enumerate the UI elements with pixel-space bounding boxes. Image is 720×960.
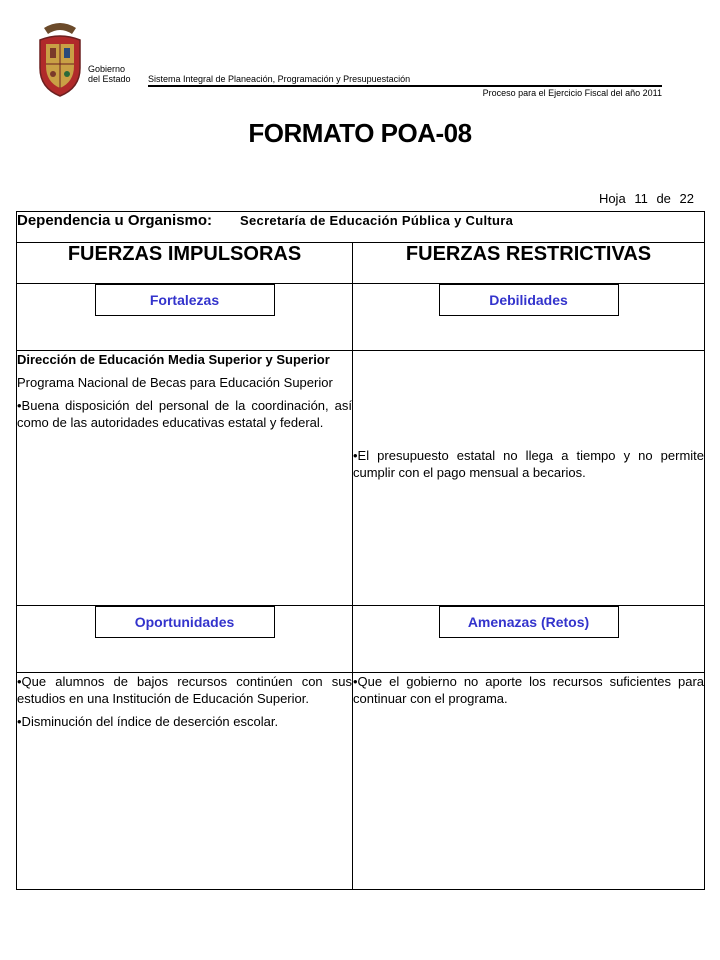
government-label — [88, 64, 131, 84]
government-line-2: del Estado — [88, 74, 131, 84]
dependency-cell — [17, 212, 705, 243]
sheet-of-label: de — [656, 191, 671, 206]
government-line-1: Gobierno — [88, 64, 126, 74]
fiscal-process-line: Proceso para el Ejercicio Fiscal del año 2011 — [482, 88, 662, 98]
dependency-label: Dependencia u Organismo: — [17, 212, 213, 229]
opportunities-label-cell — [17, 606, 353, 673]
state-seal-logo — [36, 18, 84, 98]
sheet-counter — [594, 191, 694, 206]
opportunities-threats-label-row — [17, 606, 705, 673]
sheet-total: 22 — [679, 191, 694, 206]
strengths-unit: Dirección de Educación Media Superior y Superior — [17, 352, 330, 367]
sheet-label: Hoja — [598, 191, 626, 206]
restrictive-forces-header: FUERZAS RESTRICTIVAS — [353, 243, 705, 284]
dependency-row — [17, 212, 705, 243]
strengths-label: Fortalezas — [95, 284, 275, 316]
strengths-weaknesses-label-row — [17, 284, 705, 351]
forces-header-row — [17, 243, 705, 284]
threats-cell — [353, 673, 705, 890]
weaknesses-label: Debilidades — [439, 284, 619, 316]
sheet-current: 11 — [634, 191, 648, 206]
opportunity-item: •Disminución del índice de deserción escolar. — [17, 714, 279, 729]
driving-forces-header: FUERZAS IMPULSORAS — [17, 243, 353, 284]
opportunities-threats-content-row — [17, 673, 705, 890]
header-divider — [148, 85, 662, 87]
weaknesses-label-cell — [353, 284, 705, 351]
opportunity-item: •Que alumnos de bajos recursos continúen con sus estudios en una Institución de Educación Superior. — [17, 674, 352, 706]
threats-label: Amenazas (Retos) — [439, 606, 619, 638]
strength-item: •Buena disposición del personal de la coordinación, así como de las autoridades educativas estatal y federal. — [17, 398, 352, 430]
threats-label-cell — [353, 606, 705, 673]
opportunities-cell — [17, 673, 353, 890]
dependency-value: Secretaría de Educación Pública y Cultura — [240, 213, 514, 228]
strengths-cell — [17, 351, 353, 606]
poa-form-table — [16, 211, 705, 890]
strengths-label-cell — [17, 284, 353, 351]
weakness-item: •El presupuesto estatal no llega a tiempo y no permite cumplir con el pago mensual a becarios. — [353, 448, 705, 480]
strengths-weaknesses-content-row — [17, 351, 705, 606]
system-name: Sistema Integral de Planeación, Programación y Presupuestación — [148, 74, 411, 84]
form-title: FORMATO POA-08 — [248, 118, 472, 148]
strengths-program: Programa Nacional de Becas para Educación Superior — [17, 375, 333, 390]
threat-item: •Que el gobierno no aporte los recursos suficientes para continuar con el programa. — [353, 674, 705, 706]
weaknesses-cell — [353, 351, 705, 606]
opportunities-label: Oportunidades — [95, 606, 275, 638]
